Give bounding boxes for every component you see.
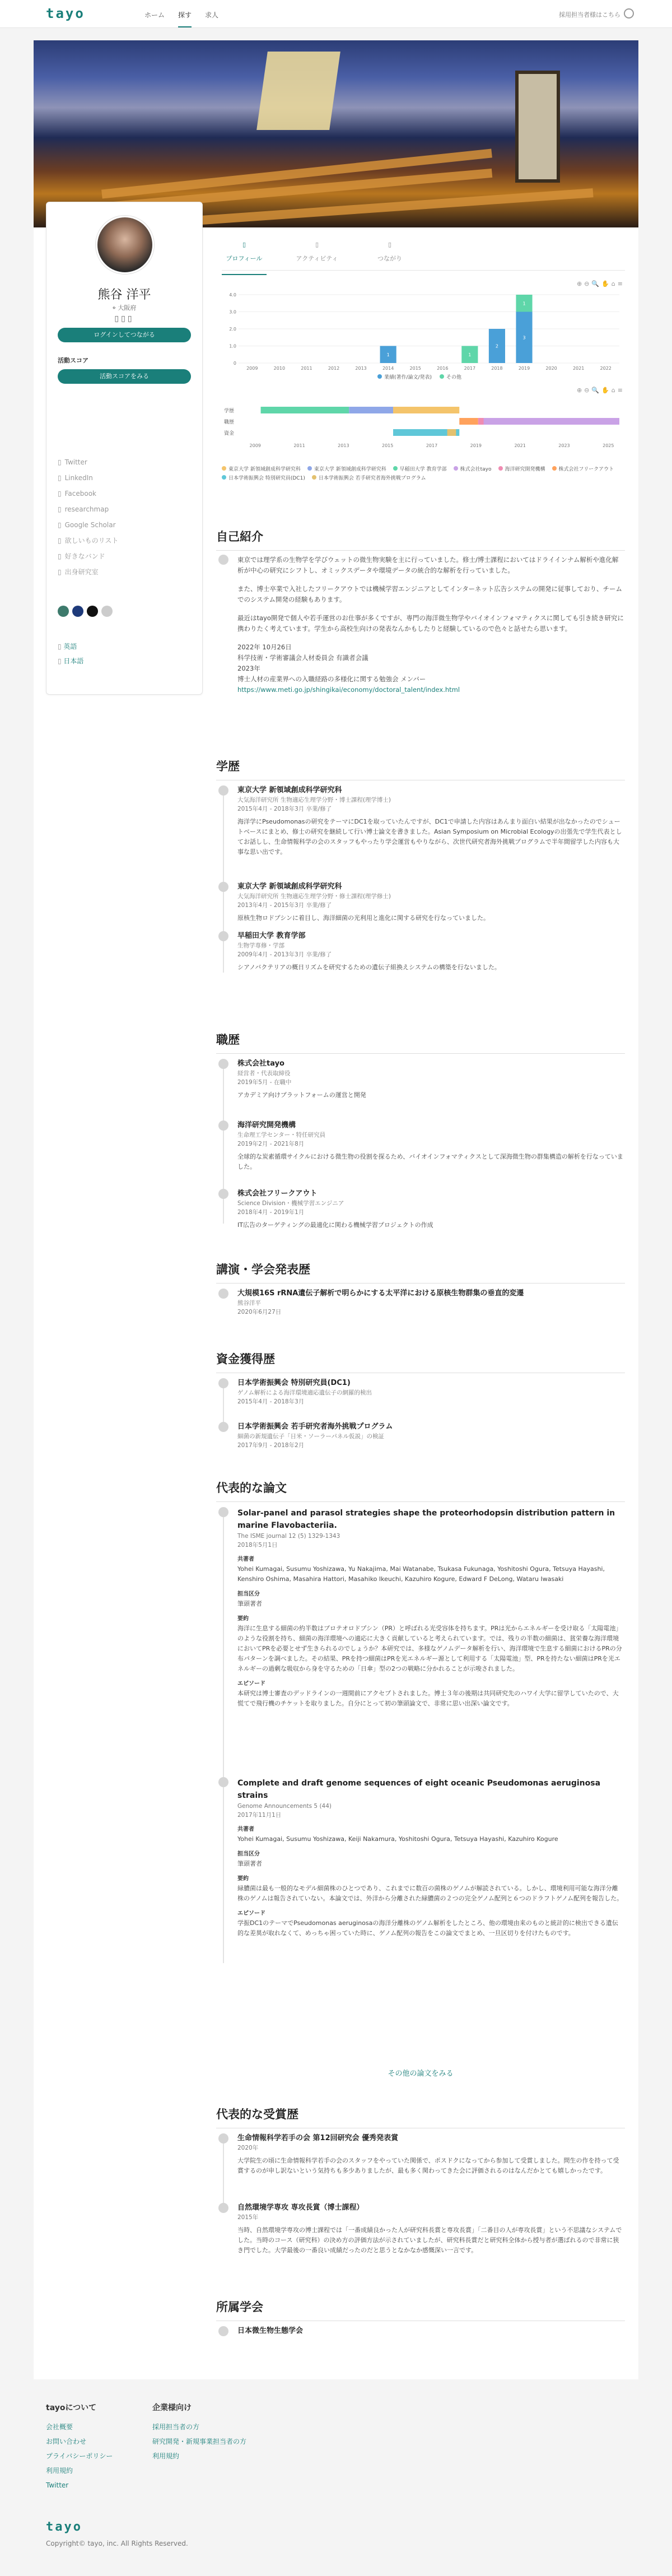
- intro-link[interactable]: https://www.meti.go.jp/shingikai/economy/doctoral_talent/index.html: [237, 686, 460, 694]
- footer-link[interactable]: お問い合わせ: [46, 2438, 87, 2445]
- paper-role: 筆頭著者: [237, 1860, 262, 1867]
- nav-home[interactable]: ホーム: [144, 11, 165, 19]
- timeline-dot: [218, 1507, 228, 1517]
- item-desc: 原核生物ロドプシンに着目し、海洋細菌の光利用と進化に関する研究を行なっていました。: [237, 914, 489, 922]
- timeline-legend: [222, 465, 625, 483]
- item-sub: 大気海洋研究所 生物適応生理学分野・修士課程(理学修士): [237, 893, 391, 900]
- timeline-bar: [447, 429, 456, 436]
- section-talks: [216, 1261, 625, 1315]
- section-title: 自己紹介: [216, 528, 625, 551]
- language-label: 日本語: [63, 657, 84, 665]
- y-tick-label: 4.0: [229, 292, 236, 297]
- item-title[interactable]: 海洋研究開発機構: [237, 1121, 296, 1129]
- x-tick-label: 2017: [426, 443, 438, 448]
- item-period: 2015年4月 - 2018年3月 卒業/修了: [237, 806, 332, 812]
- profile-links: [58, 454, 192, 580]
- footer-link[interactable]: プライバシーポリシー: [46, 2452, 113, 2460]
- item-desc: 当時、自然環境学専攻の博士課程では「一番成績良かった人が研究科長賞と専攻長賞」「二番目の人が専攻長賞」という不思議なシステムでした。当時のコース（研究科）の決め方の評価方法が示されていましたが、研究科長賞だと研究科全体から授与者が選ばれるので非常に狭き門でした。大学最後の一番良い成績だったのだと思うとなかなか感慨深い一言です。: [237, 2226, 622, 2254]
- badge-icon[interactable]: [58, 606, 69, 617]
- link-icon: ▯: [58, 458, 62, 466]
- timeline-dot: [218, 882, 228, 892]
- footer-col-business: [152, 2402, 246, 2463]
- legend-item[interactable]: その他: [440, 375, 461, 380]
- paper-date: 2018年5月1日: [237, 1542, 278, 1549]
- item-desc: 大学院生の頃に生命情報科学若手の会のスタッフをやっていた関係で、ポスドクになってから参加して受賞しました。問生の作を持って受賞するのが申し訳ないという気持ちも多少ありましたが、最も多く関わってきた会に評価されるのはなんだかとても嬉しかったです。: [237, 2157, 619, 2174]
- intro-paragraph: 2022年 10月26日 科学技術・学術審議会人材委員会 有識者会議 2023年 博士人材の産業界への入職経路の多様化に関する勉強会 メンバー: [237, 643, 426, 683]
- top-header: [0, 0, 672, 28]
- link-icon: ▯: [58, 568, 62, 576]
- legend-item[interactable]: 日本学術振興会 若手研究者海外挑戦プログラム: [312, 474, 426, 483]
- x-tick-label: 2015: [381, 443, 394, 448]
- item-period: 2009年4月 - 2013年3月 卒業/修了: [237, 951, 332, 958]
- footer: [0, 2379, 672, 2576]
- timeline-line: [223, 1067, 224, 1224]
- footer-logo[interactable]: tayo: [46, 2520, 82, 2534]
- intro-body: [237, 555, 624, 695]
- timeline-dot: [218, 931, 228, 941]
- view-score-button[interactable]: 活動スコアをみる: [58, 369, 191, 384]
- legend-item[interactable]: 株式会社tayo: [454, 465, 492, 474]
- link-icon: ▯: [58, 490, 62, 497]
- profile-name: 熊谷 洋平: [97, 288, 151, 302]
- social-icons: [46, 314, 202, 323]
- award-item: [237, 2203, 624, 2256]
- item-title[interactable]: 生命情報科学若手の会 第12回研究会 優秀発表賞: [237, 2134, 399, 2142]
- timeline-dot: [218, 1120, 228, 1131]
- intro-paragraph: 東京では理学系の生物学を学びウェットの微生物実験を主に行っていました。修士/博士課程においてはドライインナム解析や進化解析が中心の研究にシフトし、オミックスデータや環境データの統合的な解析を行っていました。: [237, 556, 619, 574]
- section-title: 講演・学会発表歴: [216, 1261, 625, 1284]
- timeline-line: [223, 2141, 224, 2208]
- nav-jobs[interactable]: 求人: [205, 11, 219, 19]
- badge-icon[interactable]: [72, 606, 83, 617]
- x-tick-label: 2021: [572, 366, 585, 371]
- tab-label: アクティビティ: [296, 255, 338, 262]
- recruiter-link[interactable]: 採用担当者様はこちら: [559, 11, 620, 18]
- item-title[interactable]: 日本学術振興会 若手研究者海外挑戦プログラム: [237, 1422, 393, 1431]
- item-period: 2020年: [237, 2145, 259, 2151]
- footer-col-title: tayoについて: [46, 2403, 97, 2412]
- society-item: [237, 2326, 624, 2336]
- bar-value-label: 1: [522, 301, 526, 306]
- section-funding: [216, 1350, 625, 1449]
- item-sub: ゲノム解析による海洋環境適応遺伝子の網羅的検出: [237, 1389, 372, 1396]
- tab-icon: ▯: [315, 241, 319, 248]
- x-tick-label: 2010: [273, 366, 286, 371]
- award-item: [237, 2133, 624, 2176]
- item-desc: アカデミア向けプラットフォームの運営と開発: [237, 1091, 366, 1099]
- funding-item: [237, 1422, 624, 1450]
- x-tick-label: 2015: [409, 366, 421, 371]
- episode-label: エピソード: [237, 1681, 265, 1687]
- link-label: Twitter: [64, 458, 87, 466]
- footer-col-title: 企業様向け: [152, 2403, 192, 2412]
- language-list: [58, 639, 192, 668]
- section-title: 所属学会: [216, 2298, 625, 2321]
- funding-item: [237, 1378, 624, 1406]
- more-papers-link[interactable]: その他の論文をみる: [388, 2070, 454, 2078]
- link-label: researchmap: [64, 505, 109, 513]
- link-icon: ▯: [58, 537, 62, 545]
- section-title: 職歴: [216, 1031, 625, 1054]
- item-title[interactable]: 日本学術振興会 特別研究員(DC1): [237, 1379, 351, 1387]
- tayo-logo[interactable]: tayo: [46, 6, 85, 21]
- paper-journal: Genome Announcements 5 (44): [237, 1803, 332, 1810]
- link-twitter[interactable]: [58, 454, 192, 470]
- link-alma-lab[interactable]: [58, 564, 192, 580]
- badge-row: [58, 606, 113, 617]
- item-title[interactable]: 株式会社tayo: [237, 1059, 284, 1068]
- location-pin-icon: ⌖: [112, 304, 118, 311]
- link-favorite-band[interactable]: [58, 548, 192, 564]
- item-sub: Science Division・機械学習エンジニア: [237, 1200, 344, 1207]
- x-tick-label: 2019: [470, 443, 482, 448]
- section-title: 資金獲得歴: [216, 1350, 625, 1373]
- role-label: 担当区分: [237, 1591, 260, 1597]
- x-tick-label: 2011: [301, 366, 312, 371]
- x-tick-label: 2012: [328, 366, 340, 371]
- timeline-dot: [218, 1289, 228, 1299]
- footer-col-about: [46, 2402, 113, 2493]
- legend-item[interactable]: 日本学術振興会 特別研究員(DC1): [222, 474, 305, 483]
- y-tick-label: 1.0: [229, 343, 236, 349]
- legend-item[interactable]: 早稲田大学 教育学部: [393, 465, 447, 474]
- timeline-dot: [218, 1378, 228, 1388]
- row-label: 職歴: [224, 420, 235, 425]
- item-period: 2017年9月 - 2018年2月: [237, 1442, 305, 1449]
- link-label: 出身研究室: [64, 568, 99, 576]
- intro-paragraph: また、博士卒業で入社したフリークアウトでは機械学習エンジニアとしてインターネット広告システムの開発に従事しており、チームでのシステム開発の経験もあります。: [237, 585, 623, 603]
- item-sub: 生物学専修・学部: [237, 942, 284, 949]
- main-nav: [144, 10, 218, 27]
- episode-label: エピソード: [237, 1910, 265, 1917]
- timeline-dot: [218, 785, 228, 796]
- language-icon: ▯: [58, 643, 64, 650]
- footer-link[interactable]: 会社概要: [46, 2423, 73, 2431]
- item-title[interactable]: 東京大学 新領域創成科学研究科: [237, 786, 342, 794]
- timeline-bar: [459, 418, 478, 425]
- x-tick-label: 2016: [437, 366, 449, 371]
- x-tick-label: 2021: [514, 443, 526, 448]
- item-sub: 大気海洋研究所 生物適応生理学分野・博士課程(理学博士): [237, 797, 391, 803]
- link-icon: ▯: [58, 552, 62, 560]
- item-desc: シアノバクテリアの概日リズムを研究するための遺伝子組換えシステムの構築を行ないました。: [237, 964, 501, 971]
- authors-label: 共著者: [237, 1556, 254, 1563]
- paper-title[interactable]: Solar-panel and parasol strategies shape the proteorhodopsin distribution pattern in marine Flavobacteriia.: [237, 1509, 615, 1530]
- link-researchmap[interactable]: [58, 501, 192, 517]
- item-sub: 生命理工学センター・特任研究員: [237, 1132, 326, 1138]
- paper-episode: 学振DC1のテーマでPseudomonas aeruginosaの海洋分離株のゲノム解析をしたところ、他の環境由来のものと統計的に検出できる遺伝的な差異が取れなくて、めっちゃ困っていた時に、ゲノム配列の報告をこの論文でまとめ、一旦区切りを付けたものです。: [237, 1919, 618, 1937]
- avatar: [96, 216, 154, 274]
- item-period: 2015年: [237, 2214, 259, 2221]
- user-icon[interactable]: [624, 8, 634, 18]
- bar-value-label: 1: [386, 352, 390, 357]
- paper-item: [237, 1507, 624, 1709]
- badge-icon[interactable]: [87, 606, 98, 617]
- paper-journal: The ISME journal 12 (5) 1329-1343: [237, 1533, 340, 1540]
- item-title[interactable]: 大規模16S rRNA遺伝子解析で明らかにする太平洋における原核生物群集の垂直的変遷: [237, 1289, 524, 1298]
- section-education: [216, 757, 625, 971]
- section-career: [216, 1031, 625, 1229]
- section-intro: [216, 528, 625, 694]
- abstract-label: 要約: [237, 1876, 249, 1882]
- legend-item[interactable]: 株式会社フリークアウト: [552, 465, 614, 474]
- timeline-chart: [222, 387, 625, 499]
- paper-authors: Yohei Kumagai, Susumu Yoshizawa, Yu Nakajima, Mai Watanabe, Tsukasa Fukunaga, Yoshitoshi Ogura, Tetsuya Hayashi, Kenshiro Oshima, Masahira Hattori, Masahiko Ikeuchi, Kazuhiro Kogure, Edward F DeLong, Wataru Iwasaki: [237, 1565, 605, 1583]
- timeline-bar: [393, 407, 459, 413]
- section-society: [216, 2298, 625, 2335]
- paper-abstract: 緑膿菌は最も一般的なモデル細菌株のひとつであり、これまでに数百の菌株のゲノムが解読されている。しかし、環境利用可能な海洋分離株のゲノムは報告されていない。本論文では、外洋から分離された緑膿菌の２つの完全ゲノム配列と６つのドラフトゲノム配列を報告した。: [237, 1885, 623, 1902]
- chart-toolbar[interactable]: ⊕⊖🔍✋⌂≡: [576, 280, 625, 287]
- timeline-dot: [218, 2203, 228, 2213]
- career-item: [237, 1120, 624, 1172]
- language-item: [58, 639, 192, 654]
- x-tick-label: 2013: [355, 366, 367, 371]
- bar-value-label: 3: [522, 335, 526, 341]
- footer-link[interactable]: Twitter: [46, 2481, 69, 2489]
- career-item: [237, 1059, 624, 1100]
- item-desc: 海洋学にPseudomonasの研究をテーマにDC1を取っていたんですが、DC1で申請した内容はあんまり面白い結果が出なかったのでシュートベースにまとめ、修士の研究を継続して行い博士論文を書きました。Asian Symposium on Microbial Ecologyの出張先で学生代表としてお話しし、生命情報科学の会のスタッフもやったり学会運営もやりながら、次世代研究者海外挑戦プログラムで半年間留学した内容も大事な思い出です。: [237, 818, 622, 855]
- intro-paragraph: 最近はtayo開発で個人や若手運営のお仕事が多くですが、専門の海洋微生物学やバイオインフォマティクスに関しても引き続き研究に携わりたく考えています。学生から高校生向けの発表なんかもしたりと経験しているので色々と話せたら思います。: [237, 614, 624, 633]
- social-icon[interactable]: ▯: [127, 314, 134, 323]
- paper-title[interactable]: Complete and draft genome sequences of eight oceanic Pseudomonas aeruginosa strains: [237, 1779, 601, 1800]
- copyright: Copyright© tayo, inc. All Rights Reserved.: [46, 2540, 188, 2547]
- x-tick-label: 2023: [558, 443, 570, 448]
- x-tick-label: 2009: [249, 443, 261, 448]
- language-icon: ▯: [58, 657, 64, 665]
- section-awards: [216, 2105, 625, 2254]
- footer-link[interactable]: 利用規約: [152, 2452, 180, 2460]
- link-icon: ▯: [58, 474, 62, 482]
- career-item: [237, 1189, 624, 1230]
- timeline-dot: [218, 1189, 228, 1199]
- legend-item[interactable]: 東京大学 新領域創成科学研究科: [222, 465, 301, 474]
- link-label: 欲しいものリスト: [64, 537, 119, 545]
- item-sub: 熊谷洋平: [237, 1300, 261, 1306]
- item-title[interactable]: 東京大学 新領域創成科学研究科: [237, 882, 342, 891]
- timeline-dot: [218, 2326, 228, 2336]
- footer-link[interactable]: 利用規約: [46, 2467, 73, 2475]
- paper-abstract: 海洋に生息する細菌の約半数はプロテオロドプシン（PR）と呼ばれる光受容体を持ちます。PRは光からエネルギーを受け取る「太陽電池」のような役割を持ち、細菌の海洋環境への適応に大きく貢献していると考えられています。では、残りの半数の細菌は、貧栄養な海洋環境においてPRを必要とせず生きられるのでしょうか？本研究では、多様なゲノムデータ解析を行い、海洋環境で生息する細菌におけるPRの分布パターンを調べました。その結果、PRを持つ細菌はPRを光エネルギー源として利用する「太陽電池」型、PRを持たない細菌はPRを光エネルギーの過剰な吸収から身を守るための「日傘」型の2つの戦略に分かれることが示唆されました。: [237, 1625, 622, 1672]
- row-label: 資金: [224, 431, 235, 436]
- y-tick-label: 0: [233, 361, 236, 366]
- legend-item[interactable]: 業績(著作/論文/発表): [377, 375, 432, 380]
- social-icon[interactable]: ▯: [121, 314, 128, 323]
- x-tick-label: 2014: [382, 366, 394, 371]
- authors-label: 共著者: [237, 1826, 254, 1833]
- location-text: 大阪府: [118, 304, 137, 311]
- link-label: Google Scholar: [64, 521, 116, 529]
- link-linkedin[interactable]: [58, 470, 192, 486]
- item-period: 2019年5月 - 在職中: [237, 1079, 292, 1086]
- section-title: 代表的な受賞歴: [216, 2105, 625, 2128]
- tab-label: つながり: [377, 255, 402, 262]
- item-period: 2020年6月27日: [237, 1309, 282, 1315]
- item-period: 2015年4月 - 2018年3月: [237, 1398, 305, 1405]
- bar-value-label: 1: [468, 352, 472, 357]
- link-icon: ▯: [58, 505, 62, 513]
- x-tick-label: 2018: [491, 366, 503, 371]
- paper-item: [237, 1777, 624, 1938]
- language-item: [58, 654, 192, 668]
- x-tick-label: 2019: [518, 366, 530, 371]
- cover-image: [34, 40, 638, 227]
- nav-search[interactable]: 探す: [178, 10, 192, 27]
- timeline-dot: [218, 1059, 228, 1069]
- x-tick-label: 2017: [464, 366, 476, 371]
- row-label: 学歴: [224, 408, 235, 414]
- login-connect-button[interactable]: ログインしてつながる: [58, 328, 191, 342]
- timeline-bar: [261, 407, 349, 413]
- link-google-scholar[interactable]: [58, 517, 192, 533]
- link-wishlist[interactable]: [58, 533, 192, 548]
- timeline-dot: [218, 555, 228, 565]
- legend-item[interactable]: 海洋研究開発機構: [498, 465, 545, 474]
- timeline-dot: [218, 2133, 228, 2143]
- language-label: 英語: [63, 643, 77, 650]
- talk-item: [237, 1289, 624, 1317]
- footer-link[interactable]: 研究開発・新規事業担当者の方: [152, 2438, 247, 2445]
- link-label: 好きなバンド: [64, 552, 105, 560]
- education-item: [237, 882, 624, 923]
- x-tick-label: 2009: [246, 366, 258, 371]
- y-tick-label: 2.0: [229, 327, 236, 332]
- timeline-bar: [349, 407, 393, 413]
- paper-date: 2017年11月1日: [237, 1812, 282, 1819]
- social-icon[interactable]: ▯: [114, 314, 122, 323]
- item-sub: 経営者・代表取締役: [237, 1070, 291, 1077]
- item-title[interactable]: 株式会社フリークアウト: [237, 1189, 318, 1198]
- x-tick-label: 2022: [600, 366, 612, 371]
- item-title[interactable]: 自然環境学専攻 専攻長賞（博士課程）: [237, 2203, 364, 2212]
- activity-score-label: 活動スコア: [58, 357, 88, 364]
- x-tick-label: 2025: [603, 443, 614, 448]
- timeline-bar: [484, 418, 619, 425]
- paper-role: 筆頭著者: [237, 1600, 262, 1607]
- section-title: 学歴: [216, 757, 625, 780]
- item-period: 2013年4月 - 2015年3月 卒業/修了: [237, 902, 332, 909]
- item-title[interactable]: 早稲田大学 教育学部: [237, 932, 306, 940]
- item-sub: 細菌の新規遺伝子「日米・ソーラーパネル仮説」の検証: [237, 1433, 384, 1440]
- role-label: 担当区分: [237, 1851, 260, 1857]
- timeline-gantt-chart: [222, 402, 625, 464]
- cover-bright-area: [256, 52, 340, 130]
- item-desc: 全球的な炭素循環サイクルにおける微生物の役割を探るため、バイオインフォマティクスとして深海微生物の群集構造の解析を行なっていました。: [237, 1153, 623, 1170]
- item-period: 2018年4月 - 2019年1月: [237, 1209, 305, 1216]
- education-item: [237, 785, 624, 857]
- paper-authors: Yohei Kumagai, Susumu Yoshizawa, Keiji Nakamura, Yoshitoshi Ogura, Tetsuya Hayashi, Kazuhiro Kogure: [237, 1835, 558, 1843]
- item-title[interactable]: 日本微生物生態学会: [237, 2327, 304, 2335]
- chart-toolbar[interactable]: ⊕⊖🔍✋⌂≡: [576, 387, 625, 394]
- badge-icon[interactable]: [101, 606, 113, 617]
- tab-label: プロフィール: [226, 255, 263, 262]
- item-desc: IT広告のターゲティングの最適化に関わる機械学習プロジェクトの作成: [237, 1221, 433, 1229]
- link-facebook[interactable]: [58, 486, 192, 501]
- x-tick-label: 2013: [338, 443, 349, 448]
- education-item: [237, 931, 624, 973]
- item-period: 2019年2月 - 2021年8月: [237, 1141, 305, 1147]
- link-label: LinkedIn: [64, 474, 93, 482]
- x-tick-label: 2011: [293, 443, 305, 448]
- bar-value-label: 2: [495, 343, 498, 349]
- tab-icon: ▯: [242, 241, 246, 248]
- paper-episode: 本研究は博士審査のデッドラインの一週間前にアクセプトされました。博士３年の後期は共同研究先のハワイ大学に留学していたので、大慌てで飛行機のチケットを取りました。自分にとって初の筆頭論文で、非常に思い出深い論文です。: [237, 1690, 619, 1707]
- timeline-line: [223, 1515, 224, 1963]
- activity-bar-chart: [222, 290, 625, 380]
- x-tick-label: 2020: [545, 366, 557, 371]
- profile-card: [46, 202, 203, 695]
- legend-item[interactable]: 東京大学 新領域創成科学研究科: [307, 465, 386, 474]
- section-papers: [216, 1479, 625, 2078]
- activity-chart: [222, 280, 625, 387]
- section-title: 代表的な論文: [216, 1479, 625, 1502]
- link-icon: ▯: [58, 521, 62, 529]
- profile-location: [46, 303, 202, 312]
- link-label: Facebook: [64, 490, 96, 497]
- cover-tower: [515, 71, 560, 183]
- timeline-dot: [218, 1422, 228, 1432]
- chart-legend: [222, 373, 625, 380]
- footer-link[interactable]: 採用担当者の方: [152, 2423, 200, 2431]
- tab-divider: [222, 270, 625, 271]
- y-tick-label: 3.0: [229, 309, 236, 315]
- abstract-label: 要約: [237, 1616, 249, 1622]
- timeline-dot: [218, 1777, 228, 1787]
- tab-icon: ▯: [388, 241, 392, 248]
